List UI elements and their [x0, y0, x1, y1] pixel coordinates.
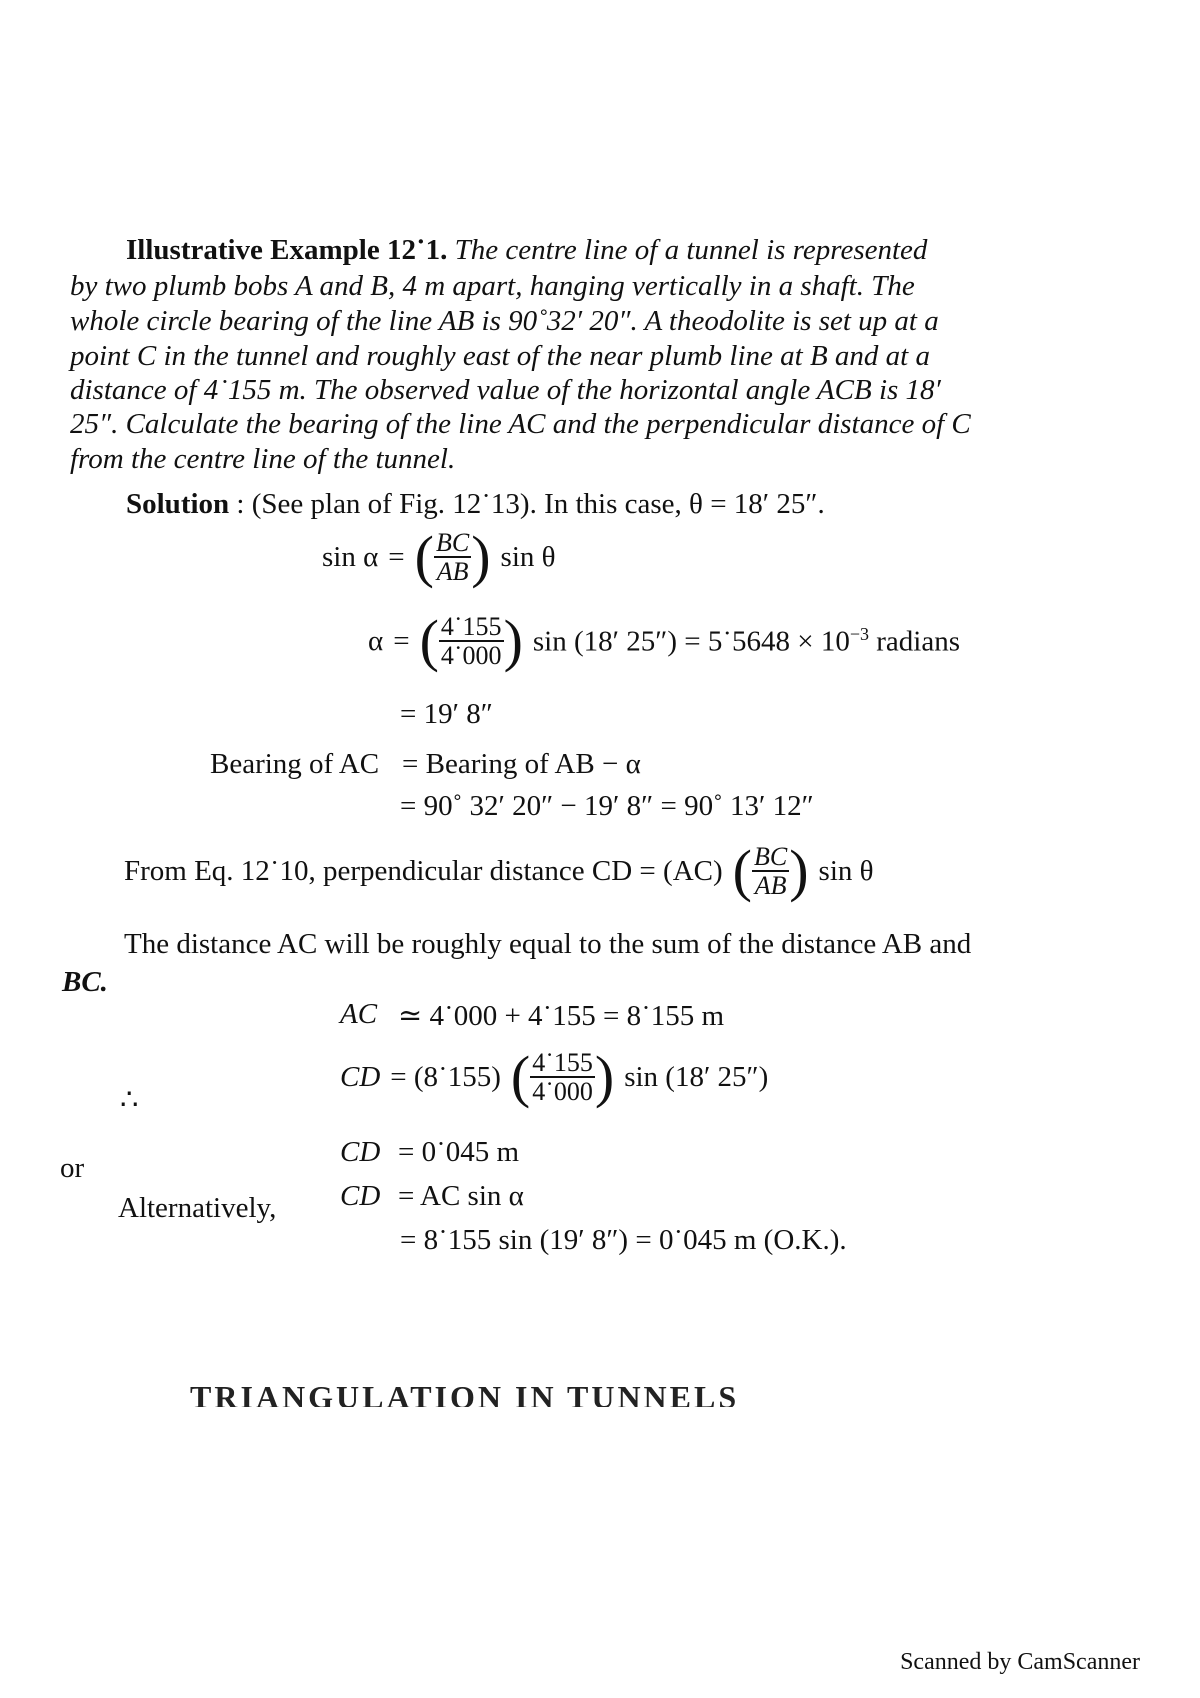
solution-label: Solution	[126, 488, 230, 520]
eq7-lhs: AC	[340, 998, 378, 1030]
alternatively-label: Alternatively,	[118, 1192, 277, 1224]
eq6-denominator: AB	[754, 871, 787, 900]
eq2-rhs: sin (18′ 25″) = 5˙5648 × 10	[532, 625, 850, 658]
distance-paragraph-line-1: The distance AC will be roughly equal to the sum of the distance AB and	[124, 928, 972, 960]
eq2-fraction: ( $\frac{4˙155}{4˙000}$ )	[419, 608, 523, 673]
eq8-rhs: sin (18′ 25″)	[624, 1060, 769, 1093]
eq10-rhs: = AC sin α	[398, 1180, 524, 1212]
equation-perpendicular-distance	[124, 838, 874, 903]
eq2-unit: radians	[876, 625, 960, 658]
example-line-1	[126, 234, 927, 267]
scanner-watermark: Scanned by CamScanner	[900, 1649, 1140, 1675]
eq1-denominator: AB	[436, 557, 469, 586]
eq1-lhs: sin α	[322, 540, 379, 573]
example-line-6: 25″. Calculate the bearing of the line AC and the perpendicular distance of C	[70, 408, 971, 440]
equation-bearing-result: = 90˚ 32′ 20″ − 19′ 8″ = 90˚ 13′ 12″	[400, 790, 814, 822]
eq6-numerator: BC	[753, 841, 788, 871]
eq4-lhs: Bearing of AC	[210, 748, 380, 780]
eq9-rhs: = 0˙045 m	[398, 1136, 520, 1168]
equation-bearing	[210, 748, 379, 781]
solution-line	[126, 488, 825, 521]
eq8-denominator: 4˙000	[532, 1077, 593, 1106]
example-line-7: from the centre line of the tunnel.	[70, 443, 456, 475]
eq10-lhs: CD	[340, 1180, 381, 1212]
equation-cd	[340, 1044, 769, 1109]
eq6-text: From Eq. 12˙10, perpendicular distance CD = (AC)	[124, 854, 723, 887]
eq2-exponent: −3	[849, 623, 869, 644]
eq2-numerator: 4˙155	[440, 611, 502, 641]
equation-alternative-result: = 8˙155 sin (19′ 8″) = 0˙045 m (O.K.).	[400, 1224, 847, 1256]
equation-alpha	[368, 608, 960, 673]
equation-alpha-result: = 19′ 8″	[400, 698, 493, 730]
eq6-rhs: sin θ	[818, 854, 874, 887]
example-line-3: whole circle bearing of the line AB is 90˚32′ 20″. A theodolite is set up at a	[70, 305, 939, 337]
example-line-5: distance of 4˙155 m. The observed value of the horizontal angle ACB is 18′	[70, 374, 941, 406]
therefore-symbol: ∴	[120, 1084, 139, 1116]
eq8-fraction: ( $\frac{4˙155}{4˙000}$ )	[510, 1044, 615, 1109]
eq8-numerator: 4˙155	[532, 1047, 593, 1077]
eq6-fraction: ( $\frac{BC}{AB}$ )	[732, 838, 809, 903]
solution-text: : (See plan of Fig. 12˙13). In this case, θ = 18′ 25″.	[236, 488, 825, 520]
eq1-rhs: sin θ	[500, 540, 556, 573]
eq4-rhs: = Bearing of AB − α	[402, 748, 641, 780]
eq1-fraction: ( $\frac{BC}{AB}$ )	[414, 524, 491, 589]
eq2-equals: =	[393, 624, 410, 657]
eq2-denominator: 4˙000	[440, 641, 502, 670]
example-line-4: point C in the tunnel and roughly east of the near plumb line at B and at a	[70, 340, 930, 372]
example-heading: Illustrative Example 12˙1.	[126, 234, 448, 266]
equation-sin-alpha	[322, 524, 556, 589]
distance-paragraph-line-2: BC.	[62, 966, 108, 998]
eq1-numerator: BC	[435, 527, 470, 557]
eq9-lhs: CD	[340, 1136, 381, 1168]
example-line-2: by two plumb bobs A and B, 4 m apart, hanging vertically in a shaft. The	[70, 270, 915, 302]
eq2-lhs: α	[368, 624, 384, 657]
eq8-lhs: CD	[340, 1060, 381, 1093]
eq1-equals: =	[388, 540, 405, 573]
eq8-mid: = (8˙155)	[390, 1060, 501, 1093]
example-text-1: The centre line of a tunnel is represented	[454, 234, 928, 266]
or-label: or	[60, 1152, 85, 1184]
cut-off-section-heading: TRIANGULATION IN TUNNELS	[190, 1385, 740, 1407]
eq7-rhs: ≃ 4˙000 + 4˙155 = 8˙155 m	[398, 1000, 725, 1032]
